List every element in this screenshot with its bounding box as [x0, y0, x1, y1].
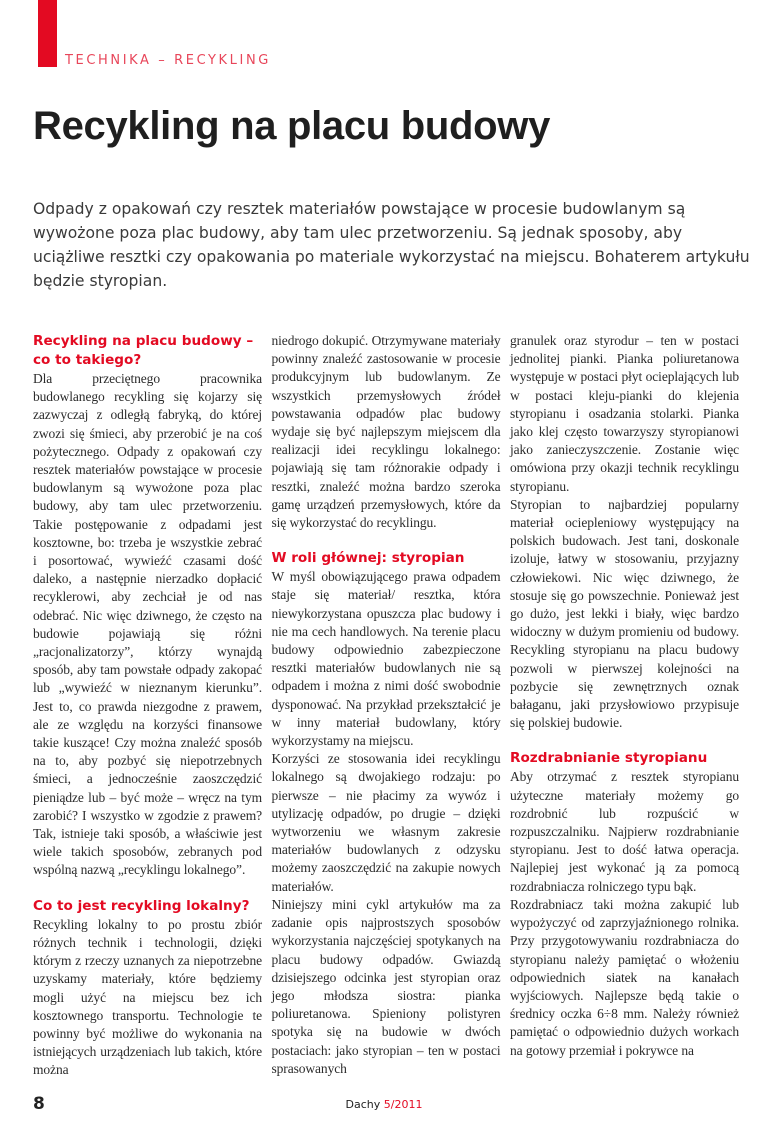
body-paragraph: Styropian to najbardziej popularny materiał ociepleniowy występujący na polskich budowach. Jest tani, doskonale izoluje, łatwy w stosowaniu, przyjazny człowiekowi. Nic więc dziwnego, że stosuje się go powszechnie. Ponieważ jest go dużo, jest lekki i biały, więc bardzo widoczny w dużym promieniu od budowy. Recykling styropianu na placu budowy pozwoli w pierwszej kolejności na pozbycie się zewnętrznych oznak bałaganu, jaki przysłowiowo przypisuje się polskiej budowie. [510, 496, 739, 731]
body-paragraph: Rozdrabniacz taki można zakupić lub wypożyczyć od zaprzyjaźnionego rolnika. Przy przygotowywaniu rozdrabniacza do styropianu należy pamiętać o włożeniu odpowiednich siatek na kanałach wyjściowych. Najlepsze będą takie o średnicy oczka 6÷8 mm. Należy również pamiętać o odpowiednio dużych workach na gotowy przemiał i pokrywce na [510, 896, 739, 1058]
body-paragraph: Aby otrzymać z resztek styropianu użyteczne materiały możemy go rozdrobnić lub rozpuścić w rozpuszczalniku. Najpierw rozdrabnianie styropianu. Jest to dość łatwa operacja. Najlepiej jest wykonać ją za pomocą rozdrabniacza rolniczego typu bąk. [510, 769, 739, 894]
section-heading: Recykling na placu budowy – co to takiego? [33, 333, 254, 368]
page-number: 8 [33, 1093, 45, 1114]
article-lead: Odpady z opakowań czy resztek materiałów powstające w procesie budowlanym są wywożone poza plac budowy, aby tam ulec przetworzeniu. Są jednak sposoby, aby uciążliwe resztki czy opakowania po materiale wykorzystać na miejscu. Bohaterem artykułu będzie styropian. [33, 200, 750, 290]
column-3 [510, 332, 739, 1060]
article-columns [33, 0, 739, 1080]
page-footer [0, 1094, 768, 1122]
body-paragraph: Recykling lokalny to po prostu zbiór różnych technik i technologii, dzięki którym z rzeczy uznanych za niepotrzebne uzyskamy materiały, które będziemy mogli użyć na miejscu bez ich kosztownego transportu. Technologie te powinny być możliwe do wykonania na istniejących urządzeniach lub takich, które można [33, 916, 262, 1078]
column-2 [272, 332, 501, 1078]
article-title: Recykling na placu budowy [33, 104, 551, 148]
section-label: TECHNIKA – RECYKLING [65, 53, 271, 68]
section-heading: W roli głównej: styropian [271, 550, 465, 567]
magazine-name: Dachy [345, 1097, 381, 1111]
body-paragraph: W myśl obowiązującego prawa odpadem staje się materiał/ resztka, która niewykorzystana opuszcza plac budowy i nie ma cech handlowych. Na terenie placu budowy odpowiednio zabezpieczone resztki materiałów budowlanych nie są odpadem i można z nimi dość swobodnie dysponować. Na przykład przekształcić je w inny materiał budowlany, który wykorzystamy na miejscu. [271, 569, 501, 749]
body-paragraph: niedrogo dokupić. Otrzymywane materiały powinny znaleźć zastosowanie w procesie produkcyjnym lub budowlanym. Ze wszystkich przemysłowych źródeł powstawania odpadów plac budowy wydaje się być najlepszym miejscem dla realizacji idei recyklingu lokalnego: pojawiają się tam różnorakie odpady i resztki, znaleźć można bardzo szeroka gamę urządzeń przemysłowych, które da się wykorzystać do recyklingu. [271, 333, 501, 531]
column-1 [33, 332, 262, 1080]
footer-magazine [0, 1098, 768, 1112]
section-heading: Rozdrabnianie styropianu [510, 750, 708, 767]
issue-number: 5/2011 [383, 1097, 423, 1111]
body-paragraph: Niniejszy mini cykl artykułów ma za zadanie opis najprostszych sposobów wykorzystania najczęściej spotykanych na placu budowy odpadów. Gwiazdą dzisiejszego odcinka jest styropian oraz jego młodsza siostra: pianka poliuretanowa. Spieniony polistyren spotyka się na budowie w dwóch postaciach: jako styropian – ten w postaci sprasowanych [271, 896, 501, 1076]
body-paragraph: Dla przeciętnego pracownika budowlanego recykling się kojarzy się zazwyczaj z odległą fabryką, do której zwozi się śmieci, aby przerobić je na coś pożytecznego. Odpady z opakowań czy resztek materiałów powstające w procesie budowlanym są wywożone poza plac budowy, aby tam ulec przetworzeniu. Takie postępowanie z odpadami jest kosztowne, bo: trzeba je wszystkie zebrać i posortować, wywieźć czasami dość daleko, a następnie nierzadko dopłacić recyklerowi, aby zechciał je od nas odebrać. Nic więc dziwnego, że często na budowie pojawiają się różni „racjonalizatorzy”, którzy wynajdą sposób, aby tam powstałe odpady zakopać lub „wywieźć w nieznanym kierunku”. Jest to, co prawda niezgodne z prawem, ale ze względu na korzyści finansowe takie kuszące! Czy można znaleźć sposób na to, aby pozbyć się niepotrzebnych śmieci, a jednocześnie zaoszczędzić pieniądze lub – być może – wręcz na tym zarobić? I wszystko w zgodzie z prawem? Tak, istnieje taki sposób, a właściwie jest wiele takich sposobów, zebranych pod wspólną nazwą „recyklingu lokalnego”. [33, 371, 262, 878]
body-paragraph: granulek oraz styrodur – ten w postaci jednolitej pianki. Pianka poliuretanowa występuje w postaci płyt ocieplających lub w postaci kleju-pianki do klejenia styropianu i osadzania stolarki. Pianka jako klej często towarzyszy styropianowi jako zanieczyszczenie. Zostanie więc omówiona przy okazji technik recyklingu styropianu. [510, 333, 739, 494]
section-heading: Co to jest recykling lokalny? [33, 897, 250, 914]
body-paragraph: Korzyści ze stosowania idei recyklingu lokalnego są dwojakiego rodzaju: po pierwsze – nie płacimy za wywóz i utylizację odpadów, po drugie – dzięki wytworzeniu we własnym zakresie materiałów budowlanych z odzysku możemy zaoszczędzić na zakupie nowych materiałów. [271, 751, 501, 894]
